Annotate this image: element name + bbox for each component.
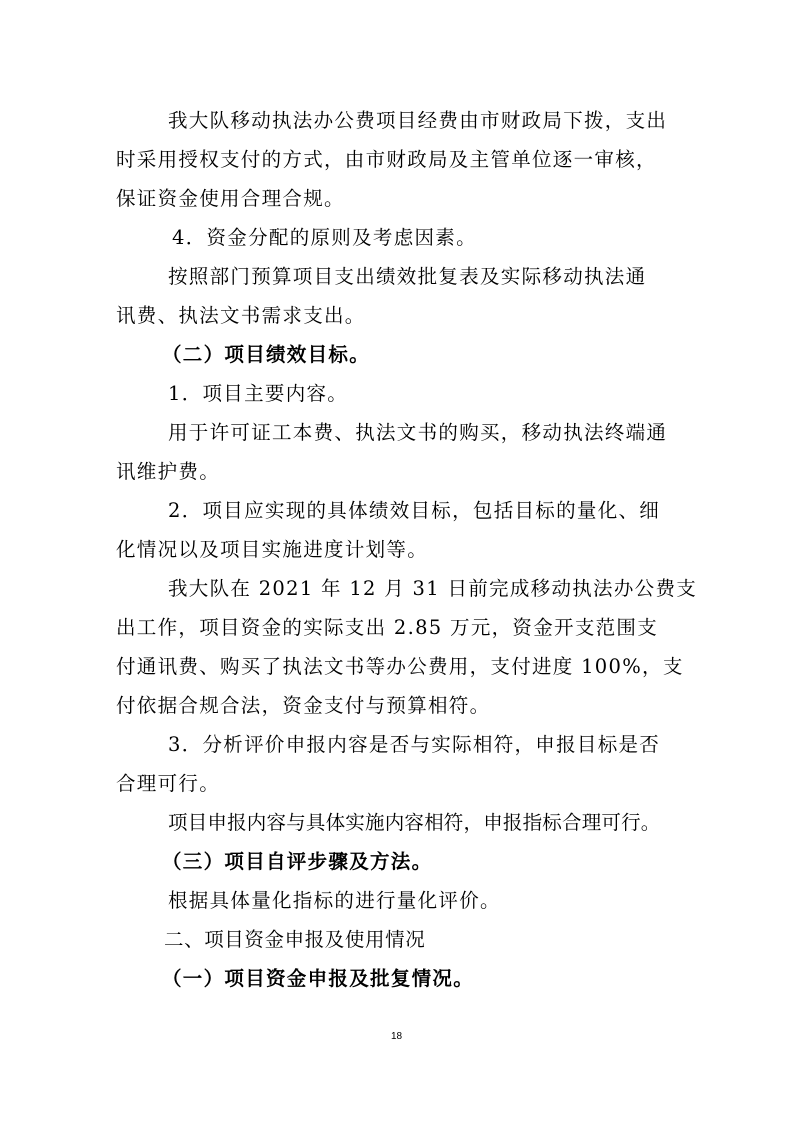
section-heading: （二）项目绩效目标。 — [162, 343, 371, 366]
list-item-heading: 3．分析评价申报内容是否与实际相符，申报目标是否 — [168, 733, 661, 756]
chapter-heading: 二、项目资金申报及使用情况 — [164, 928, 426, 951]
list-item-heading: 4．资金分配的原则及考虑因素。 — [172, 226, 477, 249]
paragraph-line: 我大队在 2021 年 12 月 31 日前完成移动执法办公费支 — [168, 577, 698, 600]
paragraph-line: 用于许可证工本费、执法文书的购买，移动执法终端通 — [168, 421, 668, 444]
paragraph-line: 时采用授权支付的方式，由市财政局及主管单位逐一审核， — [116, 148, 657, 171]
paragraph-line: 根据具体量化指标的进行量化评价。 — [168, 889, 501, 912]
page-number: 18 — [390, 1031, 403, 1042]
paragraph-line: 出工作，项目资金的实际支出 2.85 万元，资金开支范围支 — [116, 616, 659, 639]
paragraph-line: 付依据合规合法，资金支付与预算相符。 — [116, 694, 491, 717]
paragraph-line: 讯维护费。 — [116, 460, 221, 483]
paragraph-line: 按照部门预算项目支出绩效批复表及实际移动执法通 — [168, 265, 647, 288]
paragraph-line: 项目申报内容与具体实施内容相符，申报指标合理可行。 — [168, 811, 661, 834]
paragraph-line: 付通讯费、购买了执法文书等办公费用，支付进度 100%，支 — [116, 655, 684, 678]
section-heading: （三）项目自评步骤及方法。 — [162, 850, 433, 873]
list-item-heading: 1．项目主要内容。 — [168, 382, 349, 405]
paragraph-line: 化情况以及项目实施进度计划等。 — [116, 538, 429, 561]
paragraph-line: 保证资金使用合理合规。 — [116, 187, 345, 210]
section-heading: （一）项目资金申报及批复情况。 — [162, 967, 475, 990]
list-item-heading: 2．项目应实现的具体绩效目标，包括目标的量化、细 — [168, 499, 661, 522]
paragraph-line: 合理可行。 — [116, 772, 221, 795]
paragraph-line: 讯费、执法文书需求支出。 — [116, 304, 366, 327]
paragraph-line: 我大队移动执法办公费项目经费由市财政局下拨，支出 — [168, 109, 668, 132]
